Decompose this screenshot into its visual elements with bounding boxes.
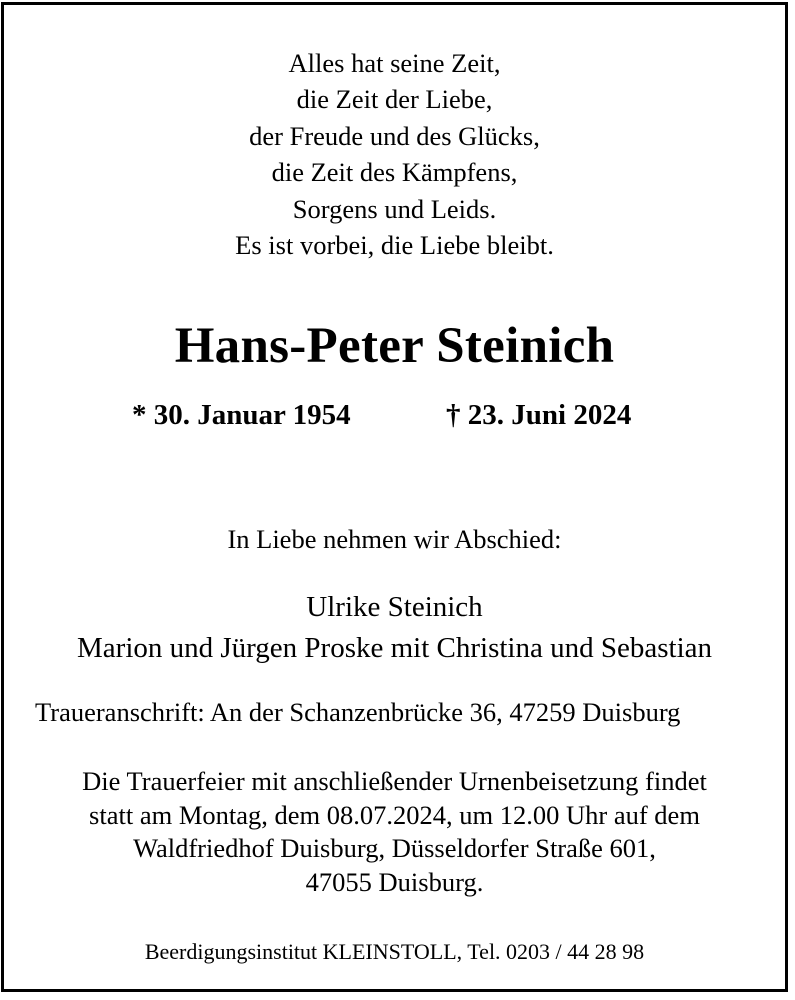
deceased-name: Hans-Peter Steinich [174,318,615,374]
poem-line: die Zeit des Kämpfens, [271,157,518,188]
poem [4,45,785,263]
poem-line: die Zeit der Liebe, [296,84,493,115]
birth-date: * 30. Januar 1954 [132,399,351,431]
obituary-notice [1,2,788,992]
poem-line: Sorgens und Leids. [292,193,497,224]
ceremony-line: 47055 Duisburg. [305,866,484,897]
farewell-text: In Liebe nehmen wir Abschied: [227,524,562,554]
ceremony-details [4,765,785,899]
mourner-name: Ulrike Steinich [306,591,483,623]
mourner-name: Marion und Jürgen Proske mit Christina und Sebastian [77,632,712,664]
death-date: † 23. Juni 2024 [446,399,632,431]
undertaker-info: Beerdigungsinstitut KLEINSTOLL, Tel. 0203 / 44 28 98 [144,939,645,964]
life-dates [4,399,785,439]
poem-line: der Freude und des Glücks, [249,120,540,151]
poem-line: Alles hat seine Zeit, [288,48,501,78]
ceremony-line: Waldfriedhof Duisburg, Düsseldorfer Straße 601, [133,833,656,863]
ceremony-line: Die Trauerfeier mit anschließender Urnenbeisetzung findet [82,766,707,796]
poem-line: Es ist vorbei, die Liebe bleibt. [235,230,554,261]
ceremony-line: statt am Montag, dem 08.07.2024, um 12.00 Uhr auf dem [89,799,700,830]
mourning-address: Traueranschrift: An der Schanzenbrücke 36, 47259 Duisburg [35,697,681,727]
